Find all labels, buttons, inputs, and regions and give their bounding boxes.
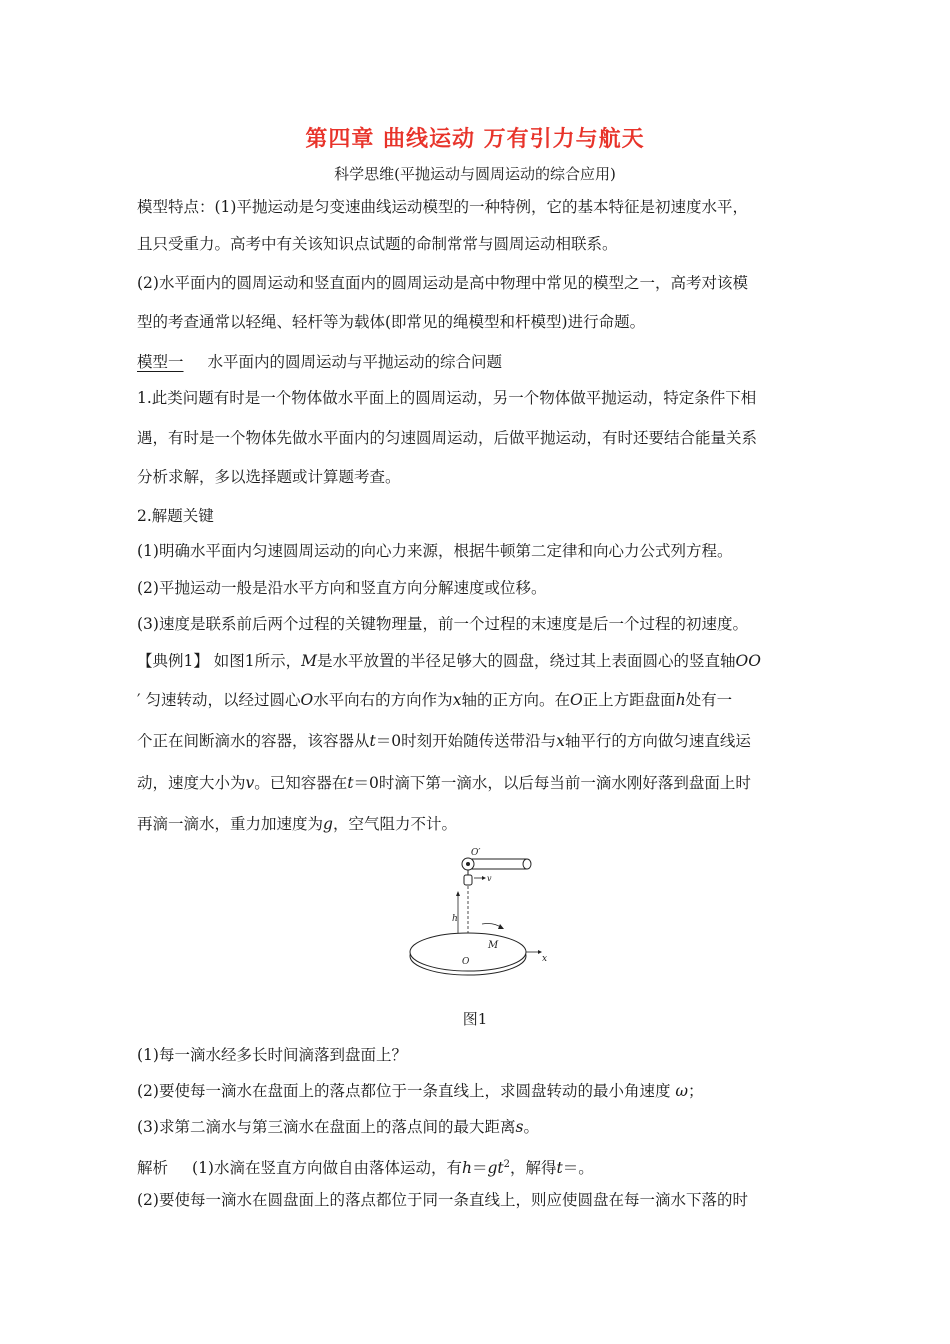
question-2: (2)要使每一滴水在盘面上的落点都位于一条直线上，求圆盘转动的最小角速度 ω； — [137, 1082, 704, 1100]
model-one-heading — [137, 352, 502, 372]
chapter-title: 第四章 曲线运动 万有引力与航天 — [305, 127, 645, 152]
example-line-5: 再滴一滴水，重力加速度为g，空气阻力不计。 — [137, 815, 457, 833]
model-features-line-2: 且只受重力。高考中有关该知识点试题的命制常常与圆周运动相联系。 — [137, 235, 618, 253]
figure-caption: 图1 — [462, 1010, 488, 1028]
model-one-text: 水平面内的圆周运动与平抛运动的综合问题 — [207, 353, 503, 371]
label-m: M — [488, 940, 499, 951]
example-line-2: ′ 匀速转动，以经过圆心O水平向右的方向作为x轴的正方向。在O正上方距盘面h处有一 — [137, 691, 733, 709]
model-features-2-line-2: 型的考查通常以轻绳、轻杆等为载体(即常见的绳模型和杆模型)进行命题。 — [137, 313, 646, 331]
key-point-1: (1)明确水平面内匀速圆周运动的向心力来源，根据牛顿第二定律和向心力公式列方程。 — [137, 542, 733, 560]
belt-roller-right — [523, 859, 531, 869]
point-1-line-3: 分析求解，多以选择题或计算题考查。 — [137, 468, 401, 486]
label-o: O — [462, 957, 470, 967]
label-v: v — [487, 874, 492, 883]
label-o-prime: O′ — [471, 848, 481, 858]
solution-line-1: 解析 (1)水滴在竖直方向做自由落体运动，有$h=gt^2$，解得t＝。 — [137, 1159, 594, 1178]
question-1: (1)每一滴水经多长时间滴落到盘面上？ — [137, 1046, 407, 1064]
model-one-label: 模型一 — [137, 353, 184, 371]
section-subtitle: 科学思维(平抛运动与圆周运动的综合应用) — [334, 165, 616, 183]
point-1-line-2: 遇，有时是一个物体先做水平面内的匀速圆周运动，后做平抛运动，有时还要结合能量关系 — [137, 429, 758, 447]
point-1-line-1: 1.此类问题有时是一个物体做水平面上的圆周运动，另一个物体做平抛运动，特定条件下相 — [137, 389, 757, 407]
example-line-1: 【典例1】 如图1所示，M是水平放置的半径足够大的圆盘，绕过其上表面圆心的竖直轴OO — [137, 652, 761, 670]
model-features-line-1: 模型特点：(1)平抛运动是匀变速曲线运动模型的一种特例，它的基本特征是初速度水平， — [137, 198, 748, 216]
label-x: x — [542, 954, 548, 964]
water-container-icon — [464, 875, 472, 885]
key-point-2: (2)平抛运动一般是沿水平方向和竖直方向分解速度或位移。 — [137, 579, 547, 597]
model-features-2-line-1: (2)水平面内的圆周运动和竖直面内的圆周运动是高中物理中常见的模型之一，高考对该模 — [137, 274, 748, 292]
point-2-heading: 2.解题关键 — [137, 507, 214, 525]
key-point-3: (3)速度是联系前后两个过程的关键物理量，前一个过程的末速度是后一个过程的初速度。 — [137, 615, 748, 633]
label-h: h — [452, 914, 458, 924]
solution-line-2: (2)要使每一滴水在圆盘面上的落点都位于同一条直线上，则应使圆盘在每一滴水下落的时 — [137, 1191, 748, 1209]
solution-label: 解析 — [137, 1159, 169, 1178]
example-line-4: 动，速度大小为v。已知容器在t＝0时滴下第一滴水，以后每当前一滴水刚好落到盘面上时 — [137, 774, 751, 792]
example-line-3: 个正在间断滴水的容器，该容器从t＝0时刻开始随传送带沿与x轴平行的方向做匀速直线运 — [137, 732, 751, 750]
question-3: (3)求第二滴水与第三滴水在盘面上的落点间的最大距离s。 — [137, 1118, 539, 1136]
rotating-disc-figure — [402, 848, 562, 978]
